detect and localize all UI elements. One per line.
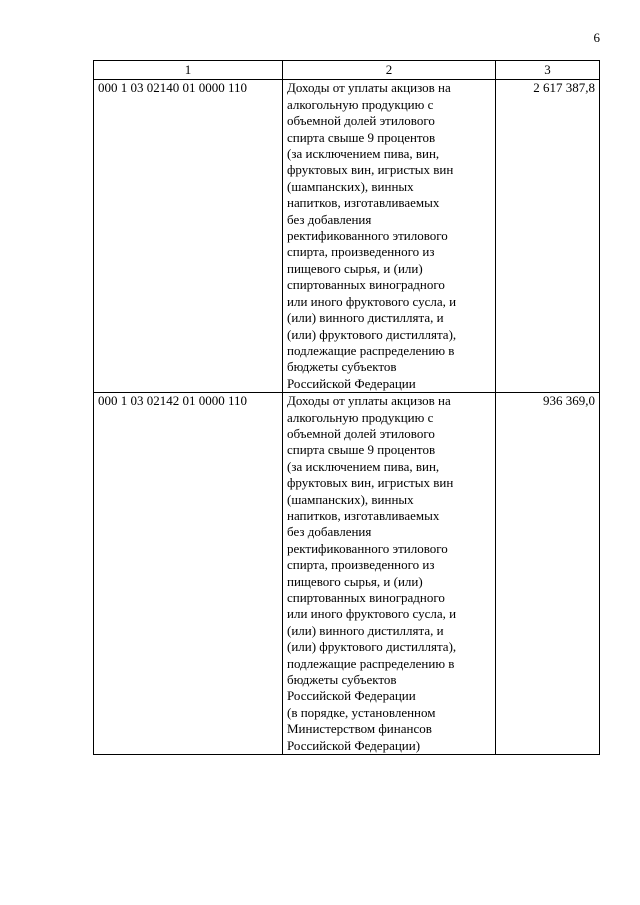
description-cell: Доходы от уплаты акцизов на алкогольную продукцию с объемной долей этилового спирта свыше 9 процентов (за исключением пива, вин, фруктовых вин, игристых вин (шампанских), винных напитков, изготавливаемых без добавления ректификованного этилового спирта, произведенного из пищевого сырья, и (или) спиртованных виноградного или иного фруктового сусла, и (или) винного дистиллята, и (или) фруктового дистиллята), подлежащие распределению в бюджеты субъектов Российской Федерации [283, 80, 496, 393]
table-row [94, 80, 600, 393]
description-cell: Доходы от уплаты акцизов на алкогольную продукцию с объемной долей этилового спирта свыше 9 процентов (за исключением пива, вин, фруктовых вин, игристых вин (шампанских), винных напитков, изготавливаемых без добавления ректификованного этилового спирта, произведенного из пищевого сырья, и (или) спиртованных виноградного или иного фруктового сусла, и (или) винного дистиллята, и (или) фруктового дистиллята), подлежащие распределению в бюджеты субъектов Российской Федерации (в порядке, установленном Министерством финансов Российской Федерации) [283, 393, 496, 755]
amount-cell: 2 617 387,8 [496, 80, 600, 393]
table-row [94, 393, 600, 755]
revenue-table [93, 60, 600, 755]
column-header-description: 2 [283, 61, 496, 80]
column-header-code: 1 [94, 61, 283, 80]
table-header-row [94, 61, 600, 80]
page-number: 6 [593, 30, 600, 45]
budget-code-cell: 000 1 03 02140 01 0000 110 [94, 80, 283, 393]
amount-cell: 936 369,0 [496, 393, 600, 755]
column-header-amount: 3 [496, 61, 600, 80]
budget-code-cell: 000 1 03 02142 01 0000 110 [94, 393, 283, 755]
